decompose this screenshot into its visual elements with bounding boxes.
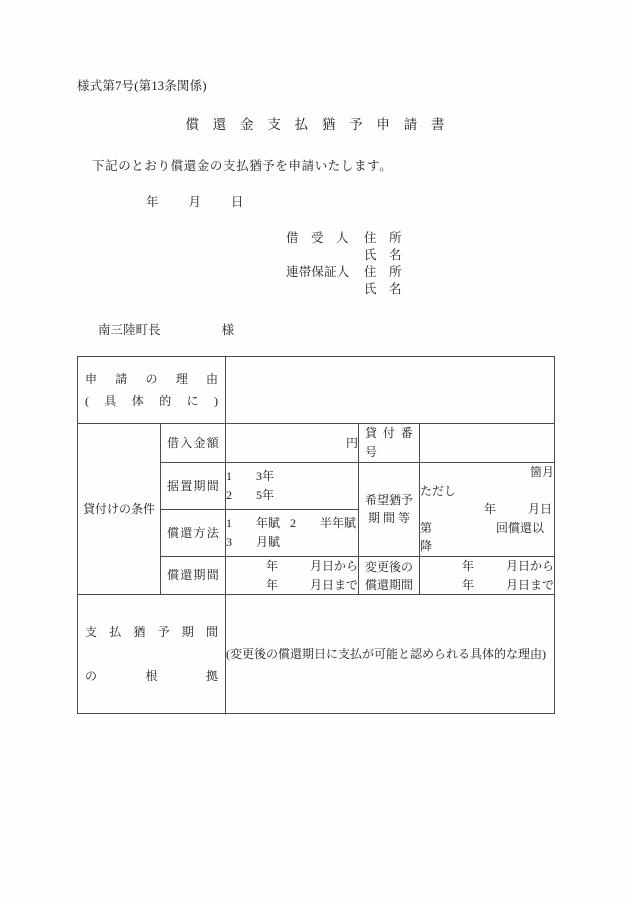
form-number: 様式第7号(第13条関係) [77,79,207,93]
table-row-grace-basis [78,595,555,714]
party-field-guarantor-address: 住 所 [364,265,402,279]
repayment-period-to-day: 日まで [322,577,359,592]
addressee-name: 南三陸町長 [98,323,161,337]
repayment-method-label-cell [161,509,226,556]
party-role-borrower: 借 受 人 [286,231,349,245]
deferment-period-label-cell [161,463,226,510]
loan-conditions-label: 貸付けの条件 [82,501,155,516]
changed-repayment-period-to-day: 日まで [518,577,555,592]
repayment-period-from-day: 日から [322,558,359,573]
requested-grace-months-unit: 箇月 [530,465,555,479]
party-row-borrower-address [286,228,416,245]
party-block [286,228,416,296]
repayment-option-2-text: 半年賦 [320,516,357,531]
grace-basis-value-cell[interactable] [226,595,555,714]
deferment-period-options[interactable] [226,463,359,510]
deferment-option-2-no: 2 [226,487,233,502]
requested-grace-months-row[interactable] [420,463,554,482]
deferment-option-1-text: 3年 [256,469,275,484]
repayment-option-3-no: 3 [226,534,233,549]
table-row-reason [78,357,555,424]
repayment-method-options-row2[interactable] [226,533,358,552]
requested-grace-value-cell[interactable] [420,463,555,557]
application-table [77,356,555,714]
date-month-label: 月 [188,195,202,209]
table-row-loan-amount [78,424,555,463]
addressee-honorific: 様 [221,323,235,337]
loan-number-label: 貸付番号 [365,426,414,459]
repayment-option-1-no: 1 [226,516,233,531]
grace-basis-label-line1: 支払猶予期間 [85,624,219,639]
deferment-option-2-text: 5年 [256,487,275,502]
date-day-label: 日 [230,195,244,209]
repayment-period-value-cell[interactable] [226,556,359,594]
party-field-guarantor-name: 氏 名 [364,282,402,296]
changed-repayment-period-label-cell [359,556,420,594]
addressee [98,320,234,338]
repayment-period-to-row[interactable] [226,576,358,595]
repayment-option-3-text: 月賦 [256,534,281,549]
deferment-option-1-no: 1 [226,469,233,484]
party-role-guarantor: 連帯保証人 [286,265,350,279]
changed-repayment-period-label-line1: 変更後の [365,559,414,574]
lead-sentence: 下記のとおり償還金の支払猶予を申請いたします。 [92,159,393,173]
reason-label-line2: (具体的に) [85,394,219,408]
deferment-option-1[interactable] [226,467,358,486]
party-row-borrower-name [286,245,416,262]
party-field-name: 氏 名 [364,248,402,262]
requested-grace-label-cell [359,463,420,557]
party-row-guarantor-address [286,262,416,279]
requested-grace-month: 月 [528,502,541,517]
requested-grace-installment-prefix: 第 [420,520,433,535]
date-year-label: 年 [146,195,159,209]
repayment-method-options-row1[interactable] [226,514,358,533]
party-field-address: 住 所 [364,231,402,245]
loan-amount-unit: 円 [346,435,359,450]
changed-repayment-period-from-year: 年 [462,558,475,573]
loan-number-label-cell [359,424,420,463]
loan-conditions-label-cell [78,424,161,595]
reason-label-line1: 申請の理由 [85,371,219,386]
requested-grace-installment-suffix: 回償還以降 [420,520,545,554]
requested-grace-installment-row[interactable] [420,519,554,556]
requested-grace-year: 年 [484,502,497,517]
changed-repayment-period-to-year: 年 [462,577,475,592]
loan-number-value-field[interactable] [420,424,555,463]
grace-basis-label-line2: の 根 拠 [85,669,219,684]
changed-repayment-period-from-day: 日から [518,558,555,573]
changed-repayment-period-to-row[interactable] [420,576,554,595]
grace-basis-note: (変更後の償還期日に支払が可能と認められる具体的な理由) [226,646,547,661]
deferment-period-label: 据置期間 [167,478,220,493]
loan-amount-label-cell [161,424,226,463]
reason-label-cell [78,357,226,424]
requested-grace-label-line1: 希望猶予 [365,493,414,508]
repayment-method-options[interactable] [226,509,359,556]
date-line [146,192,244,210]
deferment-option-2[interactable] [226,486,358,505]
requested-grace-day: 日 [540,502,553,517]
repayment-period-from-month: 月 [309,558,322,573]
party-row-guarantor-name [286,279,416,296]
changed-repayment-period-label-line2: 償還期間 [365,577,414,592]
loan-amount-label: 借入金額 [167,435,220,450]
repayment-method-label: 償還方法 [167,525,220,540]
repayment-period-to-month: 月 [309,577,322,592]
changed-repayment-period-from-month: 月 [506,558,519,573]
repayment-option-2-no: 2 [290,516,297,531]
repayment-period-to-year: 年 [265,577,278,592]
repayment-period-from-row[interactable] [226,557,358,576]
grace-basis-label-cell [78,595,226,714]
requested-grace-label-line2: 期 間 等 [368,511,411,526]
repayment-period-label: 償還期間 [167,568,220,583]
repayment-period-label-cell [161,556,226,594]
repayment-option-1-text: 年賦 [256,516,281,531]
requested-grace-date-row[interactable] [420,500,554,519]
changed-repayment-period-to-month: 月 [506,577,519,592]
repayment-period-from-year: 年 [265,558,278,573]
reason-value-field[interactable] [226,357,555,424]
changed-repayment-period-from-row[interactable] [420,557,554,576]
document-title: 償 還 金 支 払 猶 予 申 請 書 [185,117,450,132]
loan-amount-value-cell[interactable] [226,424,359,463]
changed-repayment-period-value-cell[interactable] [420,556,555,594]
requested-grace-proviso: ただし [420,483,457,498]
